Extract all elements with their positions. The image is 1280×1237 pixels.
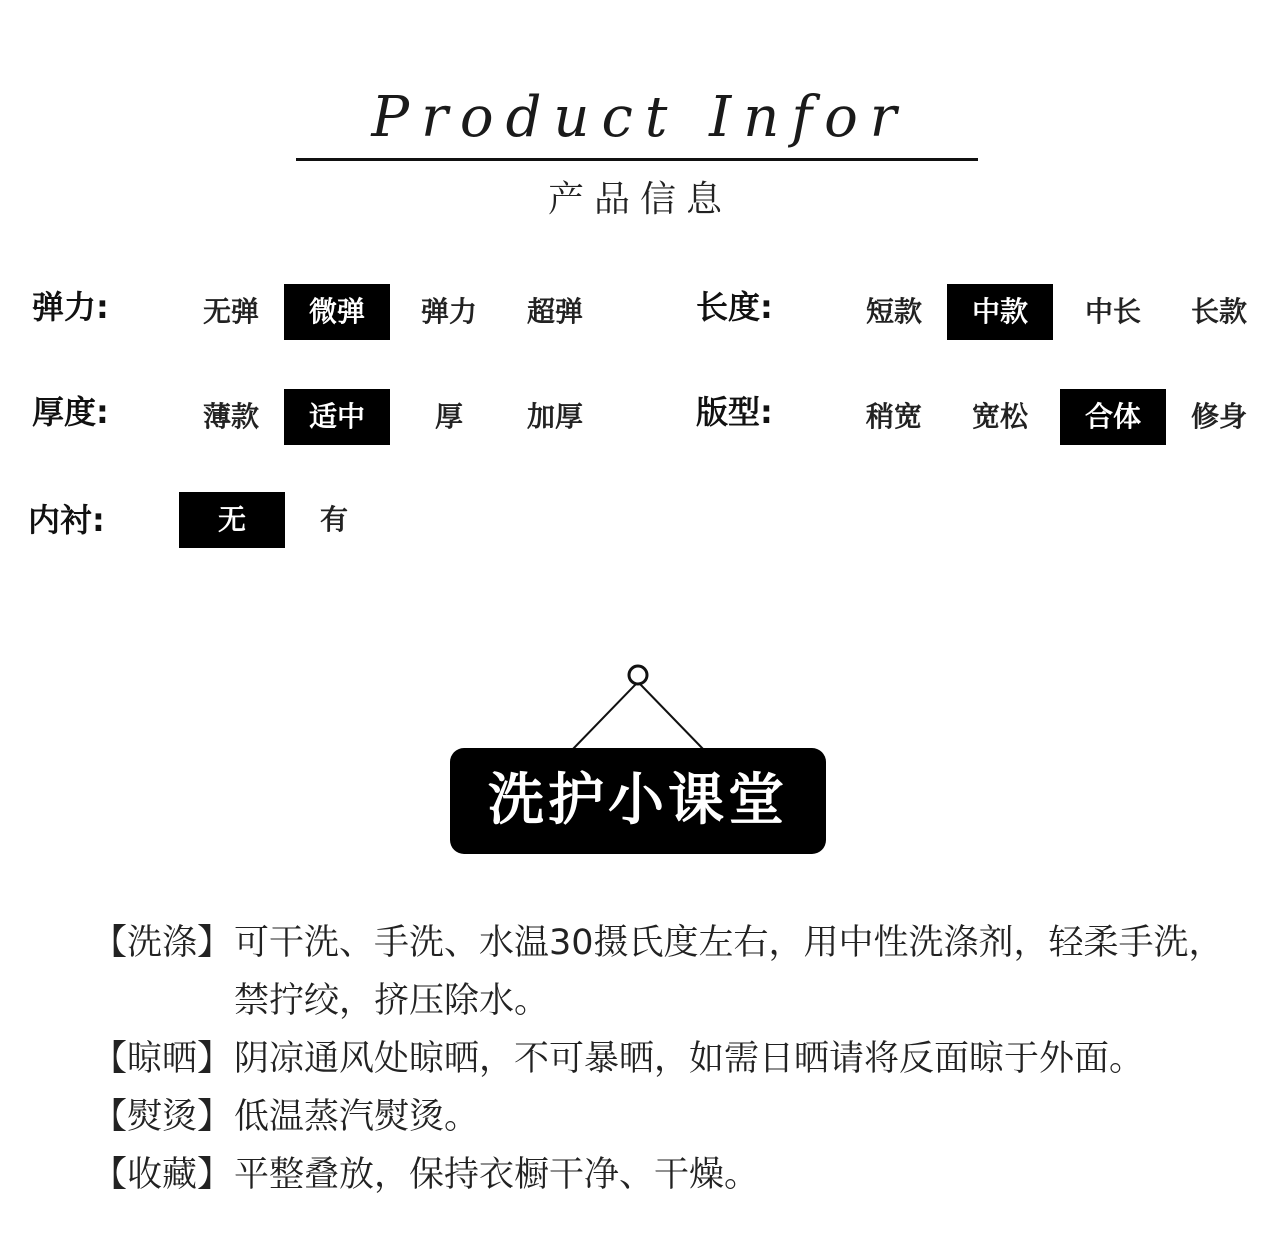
- length-option-long: 长款: [1190, 295, 1247, 328]
- thickness-option-moderate-selected: 适中: [284, 389, 390, 445]
- care-text-storage: 平整叠放，保持衣橱干净、干燥。: [234, 1155, 760, 1195]
- care-text-ironing: 低温蒸汽熨烫。: [234, 1097, 480, 1137]
- script-title: Product Infor: [371, 85, 909, 150]
- fit-option-slim: 修身: [1190, 400, 1247, 433]
- length-option-medium-long: 中长: [1084, 295, 1141, 328]
- care-tag-washing: 【洗涤】: [92, 923, 233, 963]
- elasticity-label: 弹力:: [32, 288, 109, 326]
- length-label: 长度:: [696, 288, 773, 326]
- care-tag-drying: 【晾晒】: [92, 1039, 233, 1079]
- elasticity-option-elastic: 弹力: [420, 295, 477, 328]
- care-row-storage: [92, 1146, 1242, 1204]
- care-section-title: 洗护小课堂: [450, 748, 826, 854]
- care-text-drying: 阴凉通风处晾晒，不可暴晒，如需日晒请将反面晾于外面。: [234, 1039, 1145, 1079]
- thickness-option-extra-thick: 加厚: [526, 400, 583, 433]
- elasticity-option-super: 超弹: [526, 295, 583, 328]
- care-text-washing: 可干洗、手洗、水温30摄氏度左右，用中性洗涤剂，轻柔手洗，禁拧绞，挤压除水。: [234, 923, 1224, 1021]
- length-option-short: 短款: [865, 295, 922, 328]
- fit-option-loose: 宽松: [971, 400, 1028, 433]
- care-instructions: [92, 914, 1242, 1204]
- title-divider: [296, 158, 978, 161]
- care-tag-ironing: 【熨烫】: [92, 1097, 233, 1137]
- care-row-washing: [92, 914, 1242, 1030]
- care-row-drying: [92, 1030, 1242, 1088]
- fit-option-regular-selected: 合体: [1060, 389, 1166, 445]
- care-tag-storage: 【收藏】: [92, 1155, 233, 1195]
- length-option-medium-selected: 中款: [947, 284, 1053, 340]
- fit-label: 版型:: [696, 393, 773, 431]
- thickness-option-thin: 薄款: [202, 400, 259, 433]
- fit-option-slightly-loose: 稍宽: [865, 400, 922, 433]
- care-row-ironing: [92, 1088, 1242, 1146]
- lining-option-none-selected: 无: [179, 492, 285, 548]
- thickness-label: 厚度:: [32, 393, 109, 431]
- thickness-option-thick: 厚: [434, 400, 463, 433]
- lining-option-yes: 有: [319, 503, 348, 536]
- lining-label: 内衬:: [28, 501, 105, 539]
- elasticity-option-none: 无弹: [202, 295, 259, 328]
- page-title: 产品信息: [547, 179, 732, 220]
- elasticity-option-slight-selected: 微弹: [284, 284, 390, 340]
- hanging-sign-hook-icon: [440, 655, 840, 755]
